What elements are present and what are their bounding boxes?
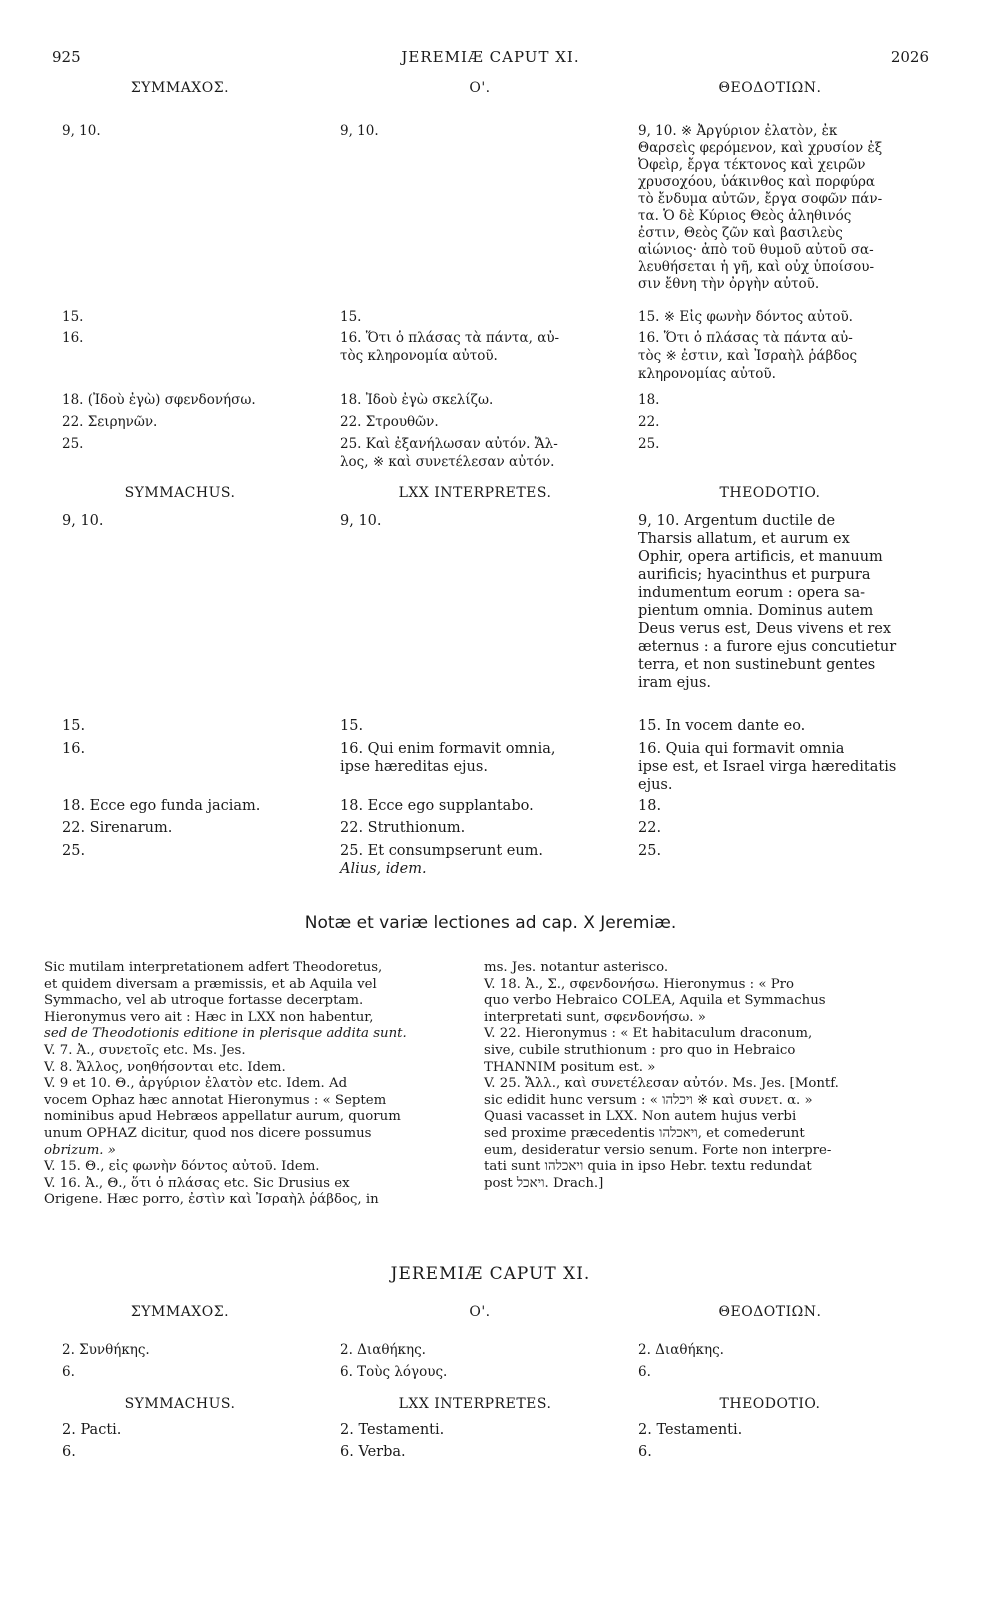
note-line: interpretati sunt, σφενδονήσω. » [484, 1009, 706, 1025]
verse-line: 18. [638, 392, 660, 408]
verse-line: 15. In vocem dante eo. [638, 718, 806, 734]
latin-head-symmachus: SYMMACHUS. [124, 485, 236, 501]
verse-line: τὸς κληρονομία αὐτοῦ. [340, 348, 498, 364]
note-line: Symmacho, vel ab utroque fortasse decerptam. [44, 993, 364, 1009]
running-header [52, 48, 929, 72]
verse-line: σιν ἔθνη τὴν ὀργὴν αὐτοῦ. [638, 276, 820, 292]
verse-line: 25. [638, 843, 662, 859]
verse-line: 25. Et consumpserunt eum. [340, 843, 544, 859]
xi-latin-head-theodotion: THEODOTIO. [719, 1396, 821, 1412]
note-line: V. 25. Ἄλλ., καὶ συνετέλεσαν αὐτόν. Ms. Jes. [Montf. [484, 1076, 839, 1092]
verse-line: 6. [62, 1444, 76, 1460]
verse-line: Deus verus est, Deus vivens et rex [638, 621, 892, 637]
note-line: tati sunt ויאכלהו quia in ipso Hebr. textu redundat [484, 1159, 812, 1175]
verse-line: Ὀφεὶρ, ἔργα τέκτονος καὶ χειρῶν [638, 157, 866, 173]
note-line: sive, cubile struthionum : pro quo in Hebraico [484, 1042, 796, 1058]
verse-line: 6. [62, 1364, 75, 1380]
verse-line: 2. Testamenti. [638, 1422, 743, 1438]
note-line: V. 8. Ἄλλος, νοηθήσονται etc. Idem. [44, 1059, 286, 1075]
verse-line: τὸς ※ ἐστιν, καὶ Ἰσραὴλ ῥάβδος [638, 348, 858, 364]
verse-line: Tharsis allatum, et aurum ex [638, 531, 850, 547]
verse-line: 16. Ὅτι ὁ πλάσας τὰ πάντα αὐ- [638, 330, 853, 346]
verse-line: ipse hæreditas ejus. [340, 759, 488, 775]
verse-line: κληρονομίας αὐτοῦ. [638, 366, 776, 382]
latin-head-lxx: LXX INTERPRETES. [398, 485, 552, 501]
note-line: V. 15. Θ., εἰς φωνὴν δόντος αὐτοῦ. Idem. [44, 1159, 320, 1175]
verse-line: 9, 10. [62, 123, 101, 139]
note-line: Sic mutilam interpretationem adfert Theodoretus, [44, 960, 383, 975]
greek-head-symmachus: ΣΥΜΜΑΧΟΣ. [130, 80, 230, 96]
verse-line: 18. Ecce ego supplantabo. [340, 798, 534, 814]
verse-line: 15. ※ Εἰς φωνὴν δόντος αὐτοῦ. [638, 309, 853, 325]
verse-line: 2. Testamenti. [340, 1422, 445, 1438]
verse-line: 25. Καὶ ἐξανήλωσαν αὐτόν. Ἄλ- [340, 436, 558, 452]
verse-line: 15. [340, 718, 364, 734]
verse-line: æternus : a furore ejus concutietur [638, 639, 897, 655]
notes-right-column [484, 960, 908, 1192]
note-line: obrizum. » [44, 1142, 116, 1158]
verse-line: ipse est, et Israel virga hæreditatis [638, 759, 897, 775]
verse-line: 9, 10. [340, 513, 382, 529]
note-line: sic edidit hunc versum : « ויכלהו ※ καὶ συνετ. α. » [484, 1092, 813, 1108]
verse-line: 16. Qui enim formavit omnia, [340, 741, 556, 757]
note-line: THANNIM positum est. » [484, 1059, 656, 1075]
note-line: quo verbo Hebraico COLEA, Aquila et Symmachus [484, 993, 826, 1009]
verse-line: 15. [62, 309, 84, 325]
verse-line: 18. (Ἰδοὺ ἐγὼ) σφενδονήσω. [62, 392, 256, 408]
verse-line: 16. [62, 741, 86, 757]
verse-line: Alius, idem. [340, 861, 427, 877]
notes-left-column [44, 960, 462, 1209]
verse-line: 2. Διαθήκης. [340, 1342, 426, 1358]
verse-line: 2. Συνθήκης. [62, 1342, 150, 1358]
verse-line: 22. [638, 820, 662, 836]
greek-head-theodotion: ΘΕΟΔΟΤΙΩΝ. [718, 80, 822, 96]
verse-line: 15. [62, 718, 86, 734]
notes-title: Notæ et variæ lectiones ad cap. X Jeremiæ. [304, 913, 677, 933]
running-title: JEREMIÆ CAPUT XI. [401, 48, 580, 66]
verse-line: Θαρσεὶς φερόμενον, καὶ χρυσίον ἐξ [638, 140, 883, 156]
note-line: Quasi vacasset in LXX. Non autem hujus verbi [484, 1109, 797, 1125]
verse-line: 25. [62, 843, 86, 859]
note-line: eum, desideratur versio senum. Forte non interpre- [484, 1142, 832, 1158]
column-number-left: 925 [52, 48, 81, 66]
verse-line: aurificis; hyacinthus et purpura [638, 567, 871, 583]
verse-line: 2. Pacti. [62, 1422, 122, 1438]
verse-line: χρυσοχόου, ὑάκινθος καὶ πορφύρα [638, 174, 876, 190]
note-line: V. 18. Ἀ., Σ., σφενδονήσω. Hieronymus : « Pro [484, 976, 795, 992]
verse-line: 18. [638, 798, 662, 814]
verse-line: λευθήσεται ἡ γῆ, καὶ οὐχ ὑποίσου- [638, 259, 875, 275]
verse-line: ejus. [638, 777, 673, 793]
verse-line: 22. Sirenarum. [62, 820, 173, 836]
note-line: sed proxime præcedentis ויאכלהו, et comederunt [484, 1125, 805, 1141]
xi-latin-head-lxx: LXX INTERPRETES. [398, 1396, 552, 1412]
note-line: sed de Theodotionis editione in plerisque addita sunt. [44, 1026, 407, 1042]
note-line: post ויאכל. Drach.] [484, 1175, 604, 1191]
xi-greek-head-theodotion: ΘΕΟΔΟΤΙΩΝ. [718, 1304, 822, 1320]
verse-line: 6. [638, 1444, 652, 1460]
verse-line: 18. Ἰδοὺ ἐγὼ σκελίζω. [340, 392, 494, 408]
note-line: V. 7. Ἀ., συνετοῖς etc. Ms. Jes. [44, 1042, 246, 1058]
verse-line: pientum omnia. Dominus autem [638, 603, 874, 619]
verse-line: 25. [62, 436, 84, 452]
verse-line: τα. Ὁ δὲ Κύριος Θεὸς ἀληθινός [638, 208, 852, 224]
verse-line: iram ejus. [638, 675, 712, 691]
verse-line: 16. Ὅτι ὁ πλάσας τὰ πάντα, αὐ- [340, 330, 560, 346]
note-line: V. 22. Hieronymus : « Et habitaculum draconum, [484, 1026, 813, 1042]
verse-line: 6. Verba. [340, 1444, 406, 1460]
verse-line: 22. Struthionum. [340, 820, 466, 836]
verse-line: 16. [62, 330, 84, 346]
verse-line: 16. Quia qui formavit omnia [638, 741, 845, 757]
verse-line: indumentum eorum : opera sa- [638, 585, 865, 601]
verse-line: 9, 10. Argentum ductile de [638, 513, 836, 529]
note-line: unum OPHAZ dicitur, quod nos dicere possumus [44, 1125, 372, 1141]
greek-head-lxx: Ο'. [469, 80, 491, 96]
verse-line: 6. [638, 1364, 651, 1380]
xi-greek-head-symmachus: ΣΥΜΜΑΧΟΣ. [130, 1304, 230, 1320]
verse-line: 18. Ecce ego funda jaciam. [62, 798, 261, 814]
verse-line: ἐστιν, Θεὸς ζῶν καὶ βασιλεὺς [638, 225, 843, 241]
verse-line: 15. [340, 309, 362, 325]
note-line: Origene. Hæc porro, ἐστὶν καὶ Ἰσραὴλ ῥάβδος, in [44, 1192, 379, 1208]
verse-line: τὸ ἔνδυμα αὐτῶν, ἔργα σοφῶν πάν- [638, 191, 883, 207]
verse-line: λος, ※ καὶ συνετέλεσαν αὐτόν. [340, 454, 555, 470]
verse-line: 22. Σειρηνῶν. [62, 414, 158, 430]
verse-line: 6. Τοὺς λόγους. [340, 1364, 448, 1380]
verse-line: terra, et non sustinebunt gentes [638, 657, 876, 673]
verse-line: 9, 10. [62, 513, 104, 529]
note-line: vocem Ophaz hæc annotat Hieronymus : « Septem [44, 1092, 387, 1108]
verse-line: αἰώνιος· ἀπὸ τοῦ θυμοῦ αὐτοῦ σα- [638, 242, 874, 258]
column-number-right: 2026 [890, 48, 929, 66]
verse-line: 9, 10. [340, 123, 379, 139]
note-line: et quidem diversam a præmissis, et ab Aquila vel [44, 976, 377, 992]
note-line: V. 16. Ἀ., Θ., ὅτι ὁ πλάσας etc. Sic Drusius ex [44, 1175, 350, 1191]
verse-line: Ophir, opera artificis, et manuum [638, 549, 883, 565]
verse-line: 9, 10. ※ Ἀργύριον ἐλατὸν, ἐκ [638, 123, 838, 139]
verse-line: 22. Στρουθῶν. [340, 414, 439, 430]
verse-line: 22. [638, 414, 660, 430]
verse-line: 2. Διαθήκης. [638, 1342, 724, 1358]
note-line: Hieronymus vero ait : Hæc in LXX non habentur, [44, 1009, 374, 1025]
verse-line: 25. [638, 436, 660, 452]
note-line: V. 9 et 10. Θ., ἀργύριον ἐλατὸν etc. Idem. Ad [44, 1076, 348, 1092]
note-line: nominibus apud Hebræos appellatur aurum, quorum [44, 1109, 401, 1125]
xi-greek-head-lxx: Ο'. [469, 1304, 491, 1320]
note-line: ms. Jes. notantur asterisco. [484, 960, 669, 975]
latin-head-theodotion: THEODOTIO. [719, 485, 821, 501]
xi-latin-head-symmachus: SYMMACHUS. [124, 1396, 236, 1412]
chapter-title: JEREMIÆ CAPUT XI. [390, 1264, 591, 1284]
